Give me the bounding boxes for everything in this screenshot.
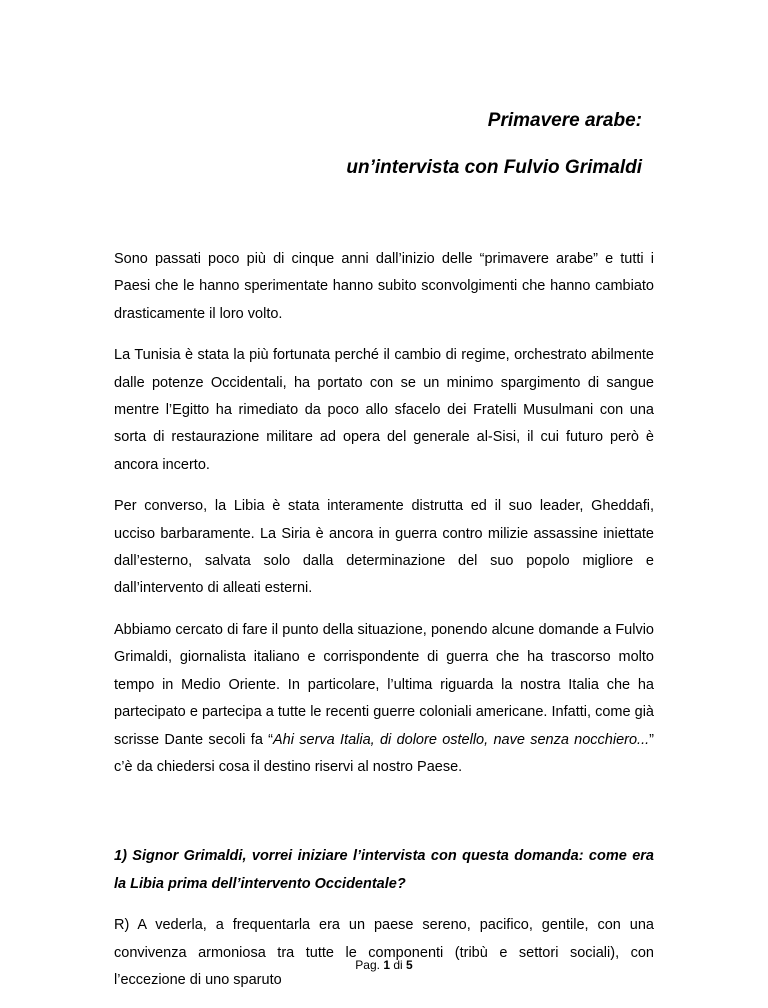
footer-total-pages: 5 [406,958,413,972]
article-body [114,246,654,1008]
paragraph-4-before: Abbiamo cercato di fare il punto della situazione, ponendo alcune domande a Fulvio Grimaldi, giornalista italiano e corrispondente di guerra che ha trascorso molto tempo in Medio Oriente. In particolare, l’ultima riguarda la nostra Italia che ha partecipato e partecipa a tutte le recenti guerre coloniali americane. Infatti, come già scrisse Dante secoli fa “ [114,621,654,748]
paragraph-3: Per converso, la Libia è stata interamente distrutta ed il suo leader, Gheddafi, ucciso barbaramente. La Siria è ancora in guerra contro milizie assassine iniettate dall’esterno, salvata solo dalla determinazione del suo popolo migliore e dall’intervento di alleati esterni. [114,498,654,597]
title-line-1: Primavere arabe: [487,110,642,131]
paragraph-4-after: ” c’è da chiedersi cosa il destino riservi al nostro Paese. [114,731,654,775]
footer-sep: di [393,958,403,972]
question-1: 1) Signor Grimaldi, vorrei iniziare l’intervista con questa domanda: come era la Libia prima dell’intervento Occidentale? [114,848,654,892]
paragraph-4 [114,617,654,781]
paragraph-2: La Tunisia è stata la più fortunata perché il cambio di regime, orchestrato abilmente dalle potenze Occidentali, ha portato con se un minimo spargimento di sangue mentre l’Egitto ha rimediato da poco allo sfacelo dei Fratelli Musulmani con una sorta di restaurazione militare ad opera del generale al-Sisi, il cui futuro però è ancora incerto. [114,347,654,473]
title-line-2: un’intervista con Fulvio Grimaldi [346,157,642,178]
paragraph-1: Sono passati poco più di cinque anni dall’inizio delle “primavere arabe” e tutti i Paesi che le hanno sperimentate hanno subito sconvolgimenti che hanno cambiato drasticamente il loro volto. [114,251,654,322]
footer-prefix: Pag. [355,958,380,972]
page-footer [0,958,768,972]
dante-quote: Ahi serva Italia, di dolore ostello, nave senza nocchiero... [273,731,650,748]
footer-page-number: 1 [383,958,390,972]
answer-1: R) A vederla, a frequentarla era un paese sereno, pacifico, gentile, con una convivenza armoniosa tra tutte le componenti (tribù e settori sociali), con l’eccezione di uno sparuto [114,917,654,988]
